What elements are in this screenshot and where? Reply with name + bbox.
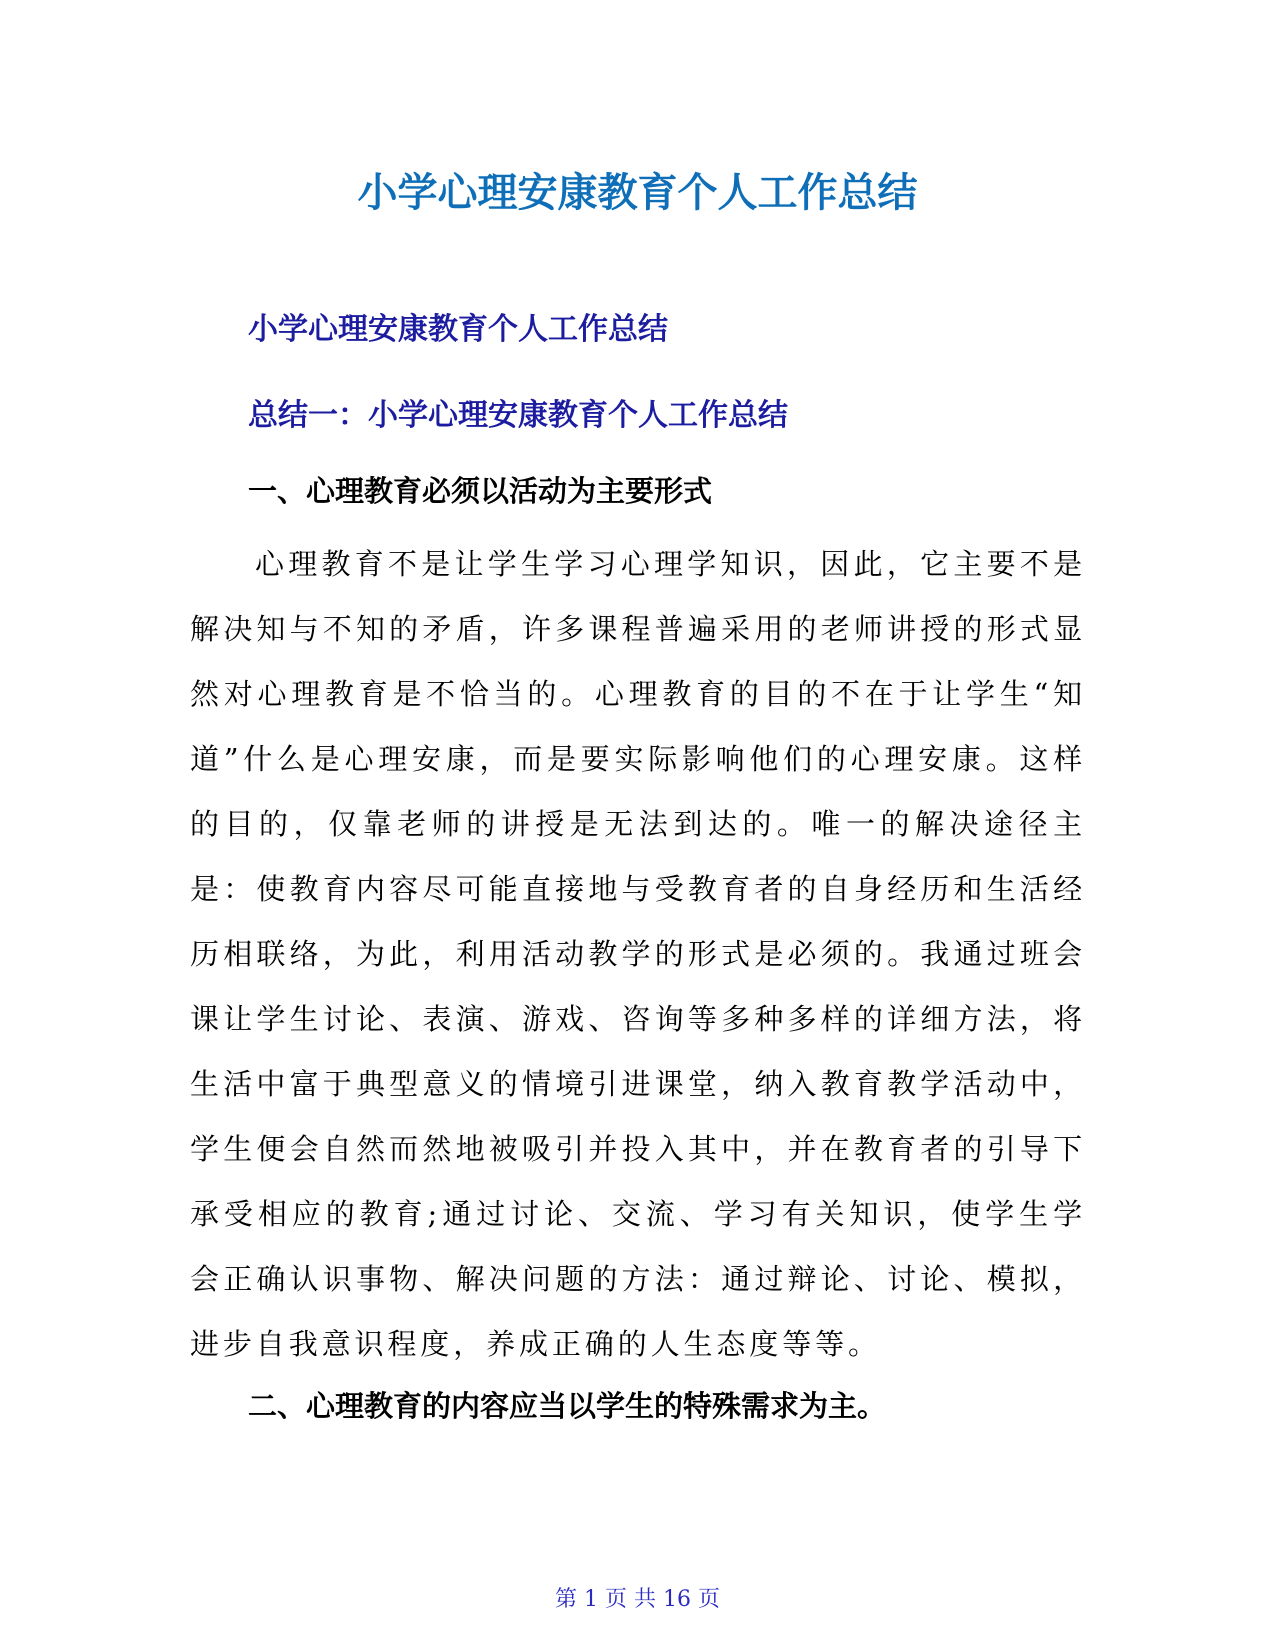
document-title: 小学心理安康教育个人工作总结	[357, 170, 918, 216]
footer-current-page: 1	[584, 1587, 598, 1612]
summary-heading: 总结一：小学心理安康教育个人工作总结	[248, 398, 788, 433]
section-1-body: 心理教育不是让学生学习心理学知识，因此，它主要不是解决知与不知的矛盾，许多课程普遍采用的老师讲授的形式显然对心理教育是不恰当的。心理教育的目的不在于让学生“知道”什么是心理安康，而是要实际影响他们的心理安康。这样的目的，仅靠老师的讲授是无法到达的。唯一的解决途径主是：使教育内容尽可能直接地与受教育者的自身经历和生活经历相联络，为此，利用活动教学的形式是必须的。我通过班会课让学生讨论、表演、游戏、咨询等多种多样的详细方法，将生活中富于典型意义的情境引进课堂，纳入教育教学活动中，学生便会自然而然地被吸引并投入其中，并在教育者的引导下承受相应的教育;通过讨论、交流、学习有关知识，使学生学会正确认识事物、解决问题的方法：通过辩论、讨论、模拟，进步自我意识程度，养成正确的人生态度等等。	[190, 547, 1086, 1361]
document-subtitle: 小学心理安康教育个人工作总结	[248, 312, 668, 347]
footer-total-pages: 16	[663, 1587, 691, 1612]
section-1-heading: 一、心理教育必须以活动为主要形式	[248, 474, 713, 508]
footer-page-middle: 页 共	[605, 1587, 656, 1612]
page-footer	[0, 1585, 1275, 1615]
footer-page-prefix: 第	[554, 1587, 577, 1612]
footer-page-suffix: 页	[698, 1587, 721, 1612]
section-2-heading: 二、心理教育的内容应当以学生的特殊需求为主。	[248, 1389, 887, 1423]
